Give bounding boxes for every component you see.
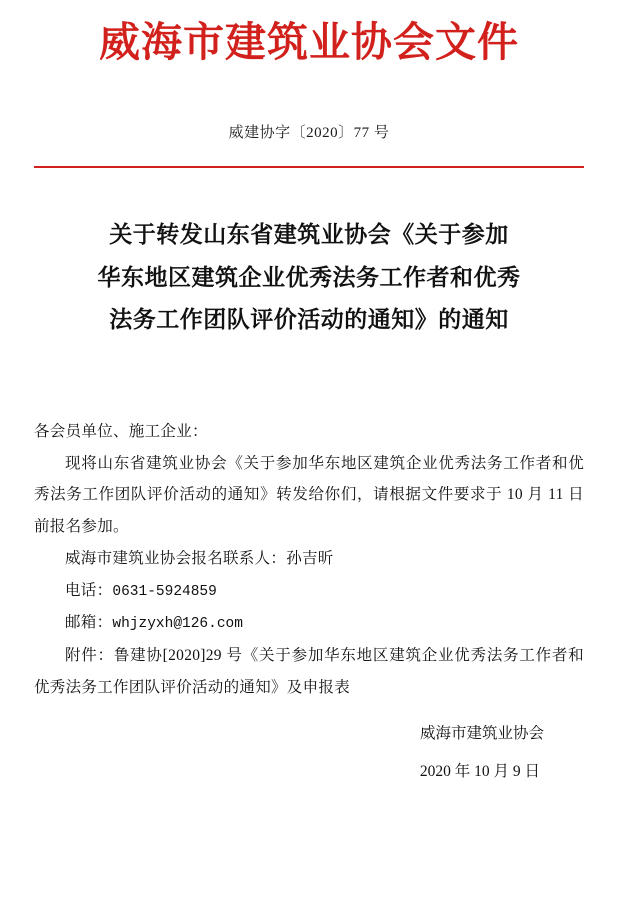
body-paragraph-1: 现将山东省建筑业协会《关于参加华东地区建筑企业优秀法务工作者和优秀法务工作团队评价活动的通知》转发给你们，请根据文件要求于 10 月 11 日前报名参加。	[34, 454, 584, 536]
document-body	[34, 416, 584, 704]
email-line	[34, 607, 584, 640]
issuing-organization: 威海市建筑业协会	[419, 724, 544, 742]
issue-date: 2020 年 10 月 9 日	[419, 763, 540, 781]
phone-label: 电话：	[65, 581, 113, 599]
phone-value: 0631-5924859	[112, 583, 217, 600]
email-label: 邮箱：	[65, 614, 113, 632]
document-masthead: 威海市建筑业协会文件	[99, 18, 519, 66]
red-divider-rule	[34, 166, 584, 168]
attachment-line: 附件：鲁建协[2020]29 号《关于参加华东地区建筑企业优秀法务工作者和优秀法务工作团队评价活动的通知》及申报表	[34, 647, 584, 696]
title-line-3: 法务工作团队评价活动的通知》的通知	[109, 307, 509, 333]
title-line-2: 华东地区建筑企业优秀法务工作者和优秀	[97, 264, 521, 290]
email-value: whjzyxh@126.com	[112, 616, 243, 633]
document-page	[0, 18, 618, 918]
title-line-1: 关于转发山东省建筑业协会《关于参加	[109, 222, 509, 248]
document-number: 威建协字〔2020〕77 号	[228, 125, 390, 142]
document-title	[34, 214, 584, 342]
contact-person-line: 威海市建筑业协会报名联系人：孙吉昕	[65, 549, 334, 567]
salutation: 各会员单位、施工企业：	[34, 422, 208, 440]
phone-line	[34, 575, 584, 608]
